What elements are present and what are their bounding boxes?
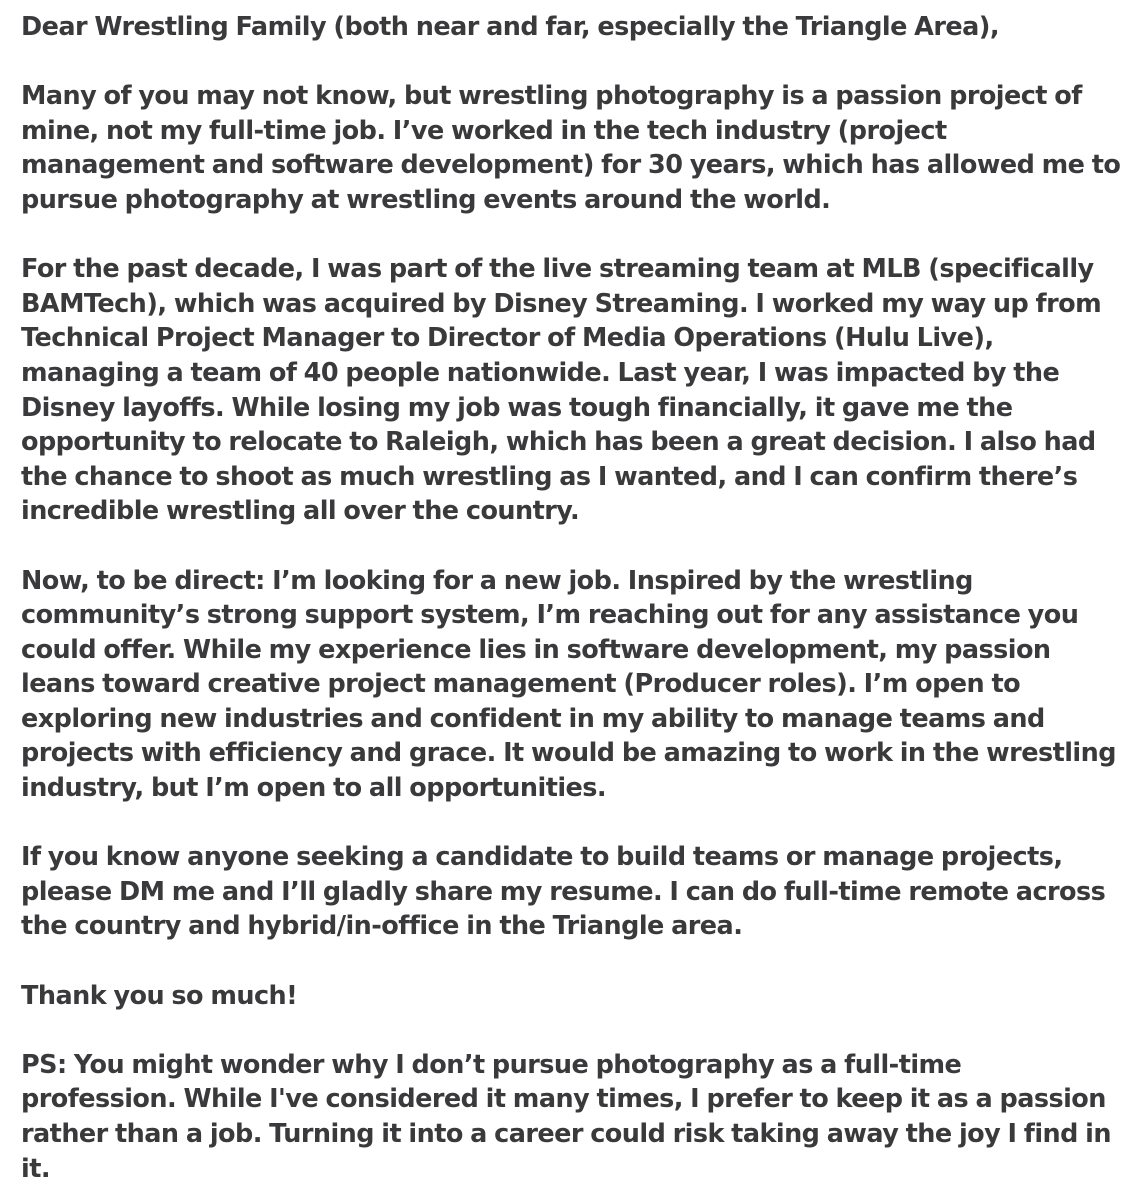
postscript: PS: You might wonder why I don’t pursue photography as a full-time profession. While I've considered it many times, I prefer to keep it as a passion rather than a job. Turning it into a career could risk taking away the joy I find in it. — [21, 1049, 1111, 1184]
note-body — [21, 10, 1121, 1186]
closing-line: Thank you so much! — [21, 980, 298, 1011]
paragraph-job-search: Now, to be direct: I’m looking for a new job. Inspired by the wrestling community’s strong support system, I’m reaching out for any assistance you could offer. While my experience lies in software development, my passion leans toward creative project management (Producer roles). I’m open to exploring new industries and confident in my ability to manage teams and projects with efficiency and grace. It would be amazing to work in the wrestling industry, but I’m open to all opportunities. — [21, 565, 1116, 804]
paragraph-background: Many of you may not know, but wrestling photography is a passion project of mine, not my full-time job. I’ve worked in the tech industry (project management and software development) for 30 years, which has allowed me to pursue photography at wrestling events around the world. — [21, 81, 1121, 215]
paragraph-call-to-action: If you know anyone seeking a candidate to build teams or manage projects, please DM me and I’ll gladly share my resume. I can do full-time remote across the country and hybrid/in-office in the Triangle area. — [21, 842, 1106, 942]
greeting: Dear Wrestling Family (both near and far, especially the Triangle Area), — [21, 12, 1000, 42]
paragraph-career-history: For the past decade, I was part of the live streaming team at MLB (specifically BAMTech), which was acquired by Disney Streaming. I worked my way up from Technical Project Manager to Director of Media Operations (Hulu Live), managing a team of 40 people nationwide. Last year, I was impacted by the Disney layoffs. While losing my job was tough financially, it gave me the opportunity to relocate to Raleigh, which has been a great decision. I also had the chance to shoot as much wrestling as I wanted, and I can confirm there’s incredible wrestling all over the country. — [21, 254, 1102, 527]
